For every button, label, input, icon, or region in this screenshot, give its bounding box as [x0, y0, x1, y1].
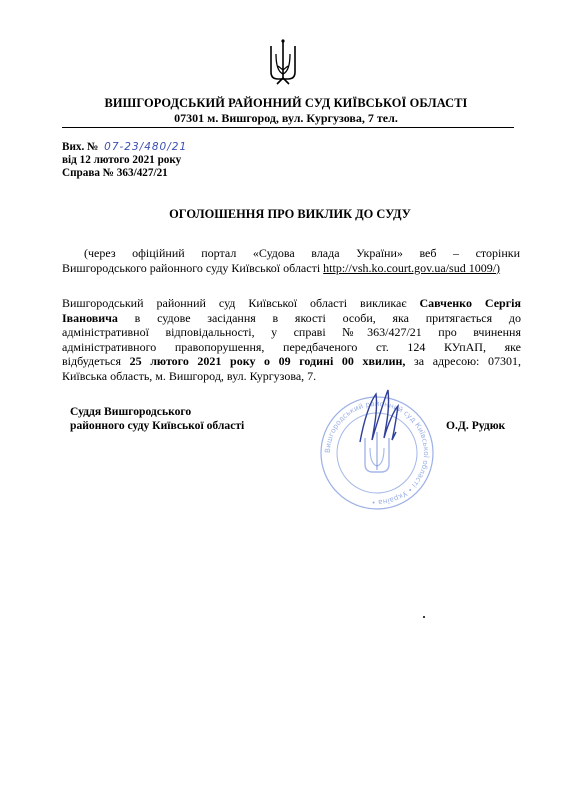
body-line-5-pre: відбудеться: [62, 354, 130, 369]
judge-title-line-1: Суддя Вишгородського: [70, 405, 192, 418]
judge-title-line-2: районного суду Київської області: [70, 419, 245, 432]
court-website-link[interactable]: http://vsh.ko.court.gov.ua/sud 1009/): [323, 260, 501, 275]
handwritten-signature: [350, 380, 410, 460]
header-divider: [62, 127, 514, 128]
trident-emblem-icon: [268, 38, 298, 88]
body-line-1: [62, 296, 521, 311]
stamp-ring-text: Вишгородський районний суд Київської області • Україна •: [322, 398, 432, 508]
body-line-2-text: в судове засідання в якості особи, яка притягається до: [117, 310, 521, 325]
portal-note: [62, 246, 520, 275]
portal-note-line-1: (через офіційний портал «Судова влада України» веб – сторінки: [84, 246, 520, 260]
summoned-person-surname: Савченко Сергія: [419, 296, 521, 310]
body-line-2: [62, 311, 521, 326]
summoned-person-patronymic: Івановича: [62, 310, 118, 325]
document-title: ОГОЛОШЕННЯ ПРО ВИКЛИК ДО СУДУ: [169, 207, 411, 221]
hearing-date-time: 25 лютого 2021 року о 09 годині 00 хвилин,: [129, 354, 406, 369]
body-line-4: адміністративного правопорушення, передбаченого ст. 124 КУпАП, яке: [62, 339, 521, 354]
body-line-5-post: за адресою: 07301,: [405, 354, 521, 369]
handwritten-outgoing-number: 07-23/480/21: [104, 141, 188, 153]
outgoing-number: [62, 141, 187, 153]
judge-name: О.Д. Рудюк: [446, 419, 506, 432]
body-line-3: адміністративної відповідальності, у справі №363/427/21 про вчинення: [62, 325, 521, 340]
judge-title: [70, 405, 244, 433]
court-name: ВИШГОРОДСЬКИЙ РАЙОННИЙ СУД КИЇВСЬКОЇ ОБЛАСТІ: [104, 96, 468, 110]
portal-note-line-2: [62, 261, 520, 276]
outgoing-label: Вих. №: [62, 141, 99, 153]
summons-body: [62, 296, 521, 384]
body-line-6: Київська область, м. Вишгород, вул. Кургузова, 7.: [62, 368, 317, 383]
portal-note-prefix: Вишгородського районного суду Київської області: [62, 260, 324, 275]
court-address: 07301 м. Вишгород, вул. Кургузова, 7 тел.: [174, 111, 398, 125]
outgoing-date: від 12 лютого 2021 року: [62, 154, 182, 166]
body-line-5: [62, 354, 521, 369]
speck: [423, 616, 425, 618]
case-number: Справа № 363/427/21: [62, 167, 168, 179]
body-line-1-text: Вишгородський районний суд Київської області викликає: [62, 296, 420, 310]
